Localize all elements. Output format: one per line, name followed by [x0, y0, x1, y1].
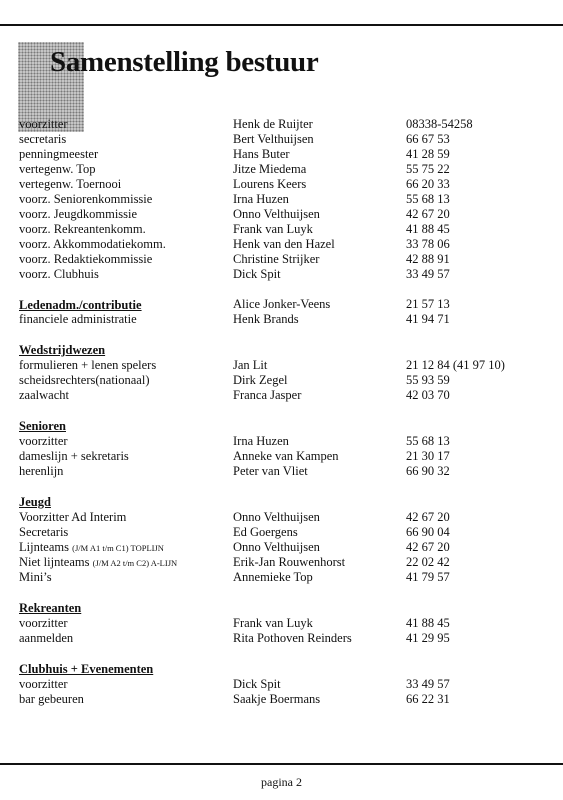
contact-row [19, 373, 549, 388]
role-cell [19, 540, 233, 555]
board-row-voorzitter [19, 117, 549, 132]
phone: 66 22 31 [406, 692, 450, 706]
name: Lourens Keers [233, 177, 307, 191]
phone: 66 67 53 [406, 132, 450, 146]
role: vertegenw. Toernooi [19, 177, 122, 191]
phone: 21 30 17 [406, 449, 450, 463]
section-heading: Jeugd [19, 495, 51, 509]
role: voorz. Clubhuis [19, 267, 99, 281]
role: Lijnteams [19, 540, 69, 554]
contact-row [19, 570, 549, 585]
name: Hans Buter [233, 147, 290, 161]
role: voorzitter [19, 117, 68, 131]
phone: 42 88 91 [406, 252, 450, 266]
name: Annemieke Top [233, 570, 313, 584]
name: Erik-Jan Rouwenhorst [233, 555, 346, 569]
name: Rita Pothoven Reinders [233, 631, 352, 645]
phone: 66 90 32 [406, 464, 450, 478]
board-row-vertegenw-toernooi [19, 177, 549, 192]
contact-row [19, 388, 549, 403]
role: voorz. Akkommodatiekomm. [19, 237, 166, 251]
name: Jan Lit [233, 358, 268, 372]
board-row-redaktiekommissie [19, 252, 549, 267]
contact-row [19, 616, 549, 631]
section-heading: Senioren [19, 419, 66, 433]
name: Dick Spit [233, 267, 281, 281]
role: secretaris [19, 132, 67, 146]
role: voorz. Redaktiekommissie [19, 252, 153, 266]
section-rekreanten [19, 600, 549, 646]
section-heading: Rekreanten [19, 601, 82, 615]
board-row-vertegenw-top [19, 162, 549, 177]
phone: 55 93 59 [406, 373, 450, 387]
section-heading: Wedstrijdwezen [19, 343, 106, 357]
top-rule [0, 24, 563, 26]
name: Bert Velthuijsen [233, 132, 314, 146]
role: Mini’s [19, 570, 52, 584]
phone: 22 02 42 [406, 555, 450, 569]
phone: 66 90 04 [406, 525, 450, 539]
name: Dick Spit [233, 677, 281, 691]
phone: 41 94 71 [406, 312, 450, 326]
contact-row [19, 510, 549, 525]
phone: 41 29 95 [406, 631, 450, 645]
name: Franca Jasper [233, 388, 302, 402]
board-directory [19, 117, 549, 707]
phone: 21 57 13 [406, 297, 450, 311]
contact-row [19, 312, 549, 327]
role: aanmelden [19, 631, 74, 645]
contact-row [19, 464, 549, 479]
role: herenlijn [19, 464, 64, 478]
role: voorzitter [19, 616, 68, 630]
board-row-rekreantenkomm [19, 222, 549, 237]
phone: 55 75 22 [406, 162, 450, 176]
name: Henk Brands [233, 312, 299, 326]
role: voorz. Jeugdkommissie [19, 207, 138, 221]
name: Henk van den Hazel [233, 237, 335, 251]
name: Frank van Luyk [233, 222, 313, 236]
phone: 41 88 45 [406, 222, 450, 236]
phone: 42 03 70 [406, 388, 450, 402]
role: formulieren + lenen spelers [19, 358, 157, 372]
phone: 66 20 33 [406, 177, 450, 191]
name: Ed Goergens [233, 525, 298, 539]
phone: 42 67 20 [406, 510, 450, 524]
name: Onno Velthuijsen [233, 510, 320, 524]
board-row-jeugdkommissie [19, 207, 549, 222]
team-note: (J/M A1 t/m C1) TOPLIJN [72, 543, 164, 553]
role: voorzitter [19, 434, 68, 448]
contact-row [19, 449, 549, 464]
role: Secretaris [19, 525, 69, 539]
contact-row [19, 540, 549, 555]
phone: 33 49 57 [406, 677, 450, 691]
section-clubhuis-evenementen [19, 661, 549, 707]
section-ledenadministratie [19, 297, 549, 327]
name: Onno Velthuijsen [233, 207, 320, 221]
name: Anneke van Kampen [233, 449, 339, 463]
role: voorzitter [19, 677, 68, 691]
board-list [19, 117, 549, 282]
phone: 21 12 84 (41 97 10) [406, 358, 505, 372]
phone: 42 67 20 [406, 540, 450, 554]
name: Peter van Vliet [233, 464, 308, 478]
board-row-secretaris [19, 132, 549, 147]
phone: 08338-54258 [406, 117, 473, 131]
contact-row [19, 631, 549, 646]
role: voorz. Seniorenkommissie [19, 192, 153, 206]
name: Alice Jonker-Veens [233, 297, 331, 311]
team-note: (J/M A2 t/m C2) A-LIJN [92, 558, 178, 568]
phone: 33 78 06 [406, 237, 450, 251]
role: dameslijn + sekretaris [19, 449, 129, 463]
section-wedstrijdwezen [19, 342, 549, 403]
role: scheidsrechters(nationaal) [19, 373, 150, 387]
phone: 55 68 13 [406, 192, 450, 206]
phone: 55 68 13 [406, 434, 450, 448]
name: Irna Huzen [233, 434, 289, 448]
name: Henk de Ruijter [233, 117, 313, 131]
name: Christine Strijker [233, 252, 320, 266]
role-cell [19, 555, 233, 570]
role: financiele administratie [19, 312, 137, 326]
role: zaalwacht [19, 388, 69, 402]
contact-row [19, 358, 549, 373]
contact-row [19, 434, 549, 449]
phone: 42 67 20 [406, 207, 450, 221]
contact-row [19, 555, 549, 570]
phone: 33 49 57 [406, 267, 450, 281]
name: Frank van Luyk [233, 616, 313, 630]
contact-row [19, 677, 549, 692]
name: Irna Huzen [233, 192, 289, 206]
name: Saakje Boermans [233, 692, 321, 706]
role: Voorzitter Ad Interim [19, 510, 127, 524]
section-heading: Ledenadm./contributie [19, 298, 142, 312]
contact-row [19, 525, 549, 540]
page-title: Samenstelling bestuur [50, 46, 319, 78]
board-row-akkommodatiekomm [19, 237, 549, 252]
section-heading-row [19, 297, 549, 312]
role: penningmeester [19, 147, 99, 161]
bottom-rule [0, 763, 563, 765]
phone: 41 88 45 [406, 616, 450, 630]
board-row-clubhuis [19, 267, 549, 282]
name: Dirk Zegel [233, 373, 288, 387]
phone: 41 79 57 [406, 570, 450, 584]
section-jeugd [19, 494, 549, 585]
phone: 41 28 59 [406, 147, 450, 161]
contact-row [19, 692, 549, 707]
role: Niet lijnteams [19, 555, 90, 569]
role: bar gebeuren [19, 692, 84, 706]
board-row-penningmeester [19, 147, 549, 162]
board-row-seniorenkommissie [19, 192, 549, 207]
page-number: pagina 2 [261, 775, 302, 789]
name: Jitze Miedema [233, 162, 307, 176]
name: Onno Velthuijsen [233, 540, 320, 554]
section-senioren [19, 418, 549, 479]
role: vertegenw. Top [19, 162, 96, 176]
role: voorz. Rekreantenkomm. [19, 222, 146, 236]
section-heading: Clubhuis + Evenementen [19, 662, 154, 676]
